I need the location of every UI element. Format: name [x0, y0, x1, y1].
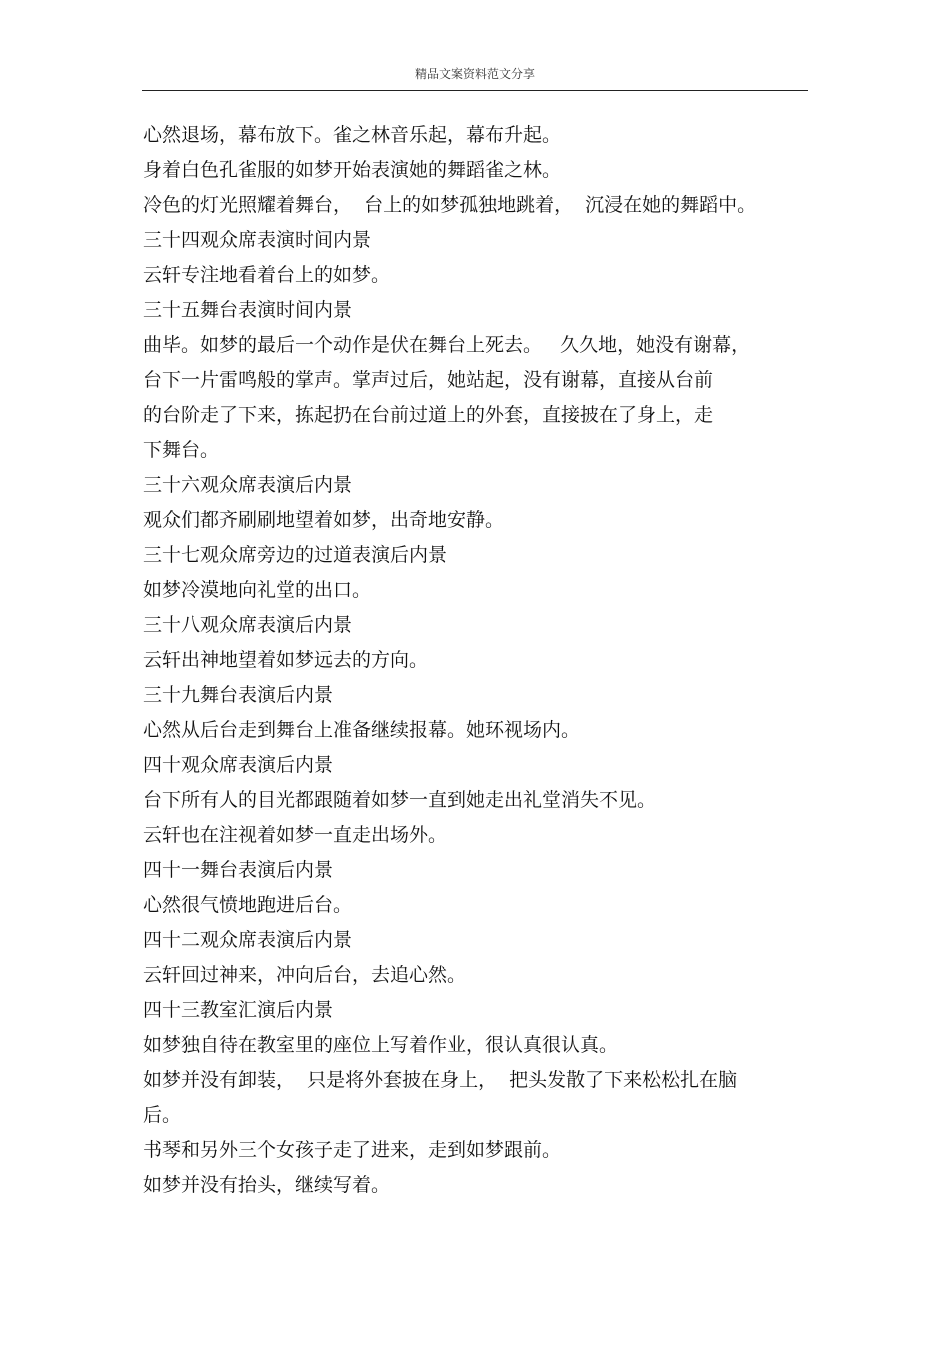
text-line: 如梦并没有卸装， 只是将外套披在身上， 把头发散了下来松松扎在脑	[143, 1069, 738, 1091]
text-line: 心然退场，幕布放下。雀之林音乐起，幕布升起。	[143, 124, 562, 146]
text-line: 曲毕。如梦的最后一个动作是伏在舞台上死去。 久久地，她没有谢幕，	[143, 334, 751, 356]
text-line: 心然很气愤地跑进后台。	[143, 894, 353, 916]
text-line: 的台阶走了下来，拣起扔在台前过道上的外套，直接披在了身上，走	[143, 404, 714, 426]
text-line: 心然从后台走到舞台上准备继续报幕。她环视场内。	[143, 719, 581, 741]
page-header	[142, 64, 808, 91]
text-line: 如梦独自待在教室里的座位上写着作业，很认真很认真。	[143, 1034, 619, 1056]
text-line: 三十七观众席旁边的过道表演后内景	[143, 544, 448, 566]
text-line: 台下一片雷鸣般的掌声。掌声过后，她站起，没有谢幕，直接从台前	[143, 369, 714, 391]
text-line: 云轩也在注视着如梦一直走出场外。	[143, 824, 448, 846]
text-line: 如梦并没有抬头，继续写着。	[143, 1174, 391, 1196]
document-body	[143, 118, 813, 1203]
text-line: 三十五舞台表演时间内景	[143, 299, 353, 321]
text-line: 四十一舞台表演后内景	[143, 859, 334, 881]
text-line: 书琴和另外三个女孩子走了进来，走到如梦跟前。	[143, 1139, 562, 1161]
text-line: 三十八观众席表演后内景	[143, 614, 353, 636]
text-line: 观众们都齐刷刷地望着如梦，出奇地安静。	[143, 509, 505, 531]
text-line: 云轩专注地看着台上的如梦。	[143, 264, 391, 286]
text-line: 云轩回过神来，冲向后台，去追心然。	[143, 964, 467, 986]
text-line: 如梦冷漠地向礼堂的出口。	[143, 579, 372, 601]
text-line: 四十三教室汇演后内景	[143, 999, 334, 1021]
text-line: 四十观众席表演后内景	[143, 754, 334, 776]
text-line: 三十四观众席表演时间内景	[143, 229, 372, 251]
text-line: 云轩出神地望着如梦远去的方向。	[143, 649, 429, 671]
text-line: 身着白色孔雀服的如梦开始表演她的舞蹈雀之林。	[143, 159, 562, 181]
header-title: 精品文案资料范文分享	[414, 67, 535, 81]
text-line: 冷色的灯光照耀着舞台， 台上的如梦孤独地跳着， 沉浸在她的舞蹈中。	[143, 194, 757, 216]
text-line: 四十二观众席表演后内景	[143, 929, 353, 951]
text-line: 下舞台。	[143, 439, 220, 461]
text-line: 台下所有人的目光都跟随着如梦一直到她走出礼堂消失不见。	[143, 789, 657, 811]
text-line: 三十九舞台表演后内景	[143, 684, 334, 706]
text-line: 后。	[143, 1104, 182, 1126]
text-line: 三十六观众席表演后内景	[143, 474, 353, 496]
